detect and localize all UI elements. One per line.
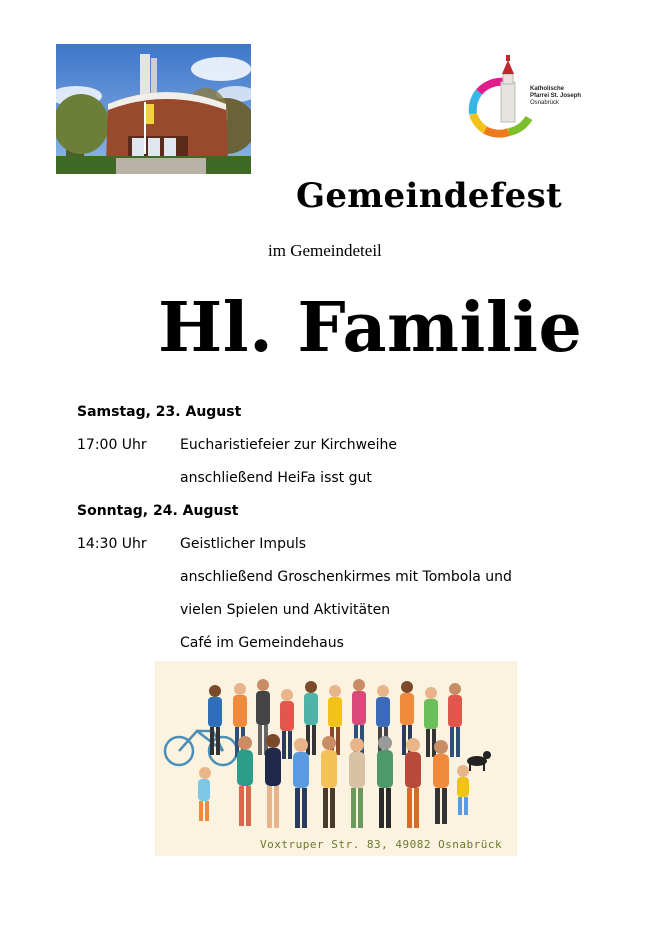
sunday-item-1: Geistlicher Impuls	[180, 536, 307, 552]
program-schedule	[77, 402, 577, 666]
schedule-row	[77, 567, 577, 600]
schedule-row	[77, 600, 577, 633]
schedule-row	[77, 468, 577, 501]
sunday-heading: Sonntag, 24. August	[77, 503, 239, 519]
logo-line-1: Katholische	[530, 86, 565, 92]
sunday-item-2: anschließend Groschenkirmes mit Tombola und	[180, 569, 512, 585]
event-subtitle: im Gemeindeteil	[268, 241, 382, 260]
saturday-heading: Samstag, 23. August	[77, 404, 242, 420]
saturday-item-1: Eucharistiefeier zur Kirchweihe	[180, 437, 398, 453]
logo-line-2: Pfarrei St. Joseph	[530, 93, 582, 99]
sunday-time: 14:30 Uhr	[77, 536, 147, 552]
parish-logo	[467, 52, 587, 140]
sunday-item-4: Café im Gemeindehaus	[180, 635, 344, 651]
crowd-illustration	[155, 661, 517, 856]
saturday-item-2: anschließend HeiFa isst gut	[180, 470, 372, 486]
bicycle-icon	[165, 731, 237, 765]
event-title: Gemeindefest	[296, 176, 563, 216]
event-address: Voxtruper Str. 83, 49082 Osnabrück	[260, 838, 503, 851]
sunday-item-3: vielen Spielen und Aktivitäten	[180, 602, 391, 618]
people-group	[198, 679, 469, 828]
schedule-row	[77, 534, 577, 567]
parish-headline: Hl. Familie	[158, 288, 583, 368]
logo-text	[530, 86, 590, 107]
schedule-row	[77, 435, 577, 468]
dog-icon	[467, 751, 491, 771]
logo-line-3: Osnabrück	[530, 100, 560, 106]
saturday-time: 17:00 Uhr	[77, 437, 147, 453]
church-photo	[56, 44, 251, 174]
